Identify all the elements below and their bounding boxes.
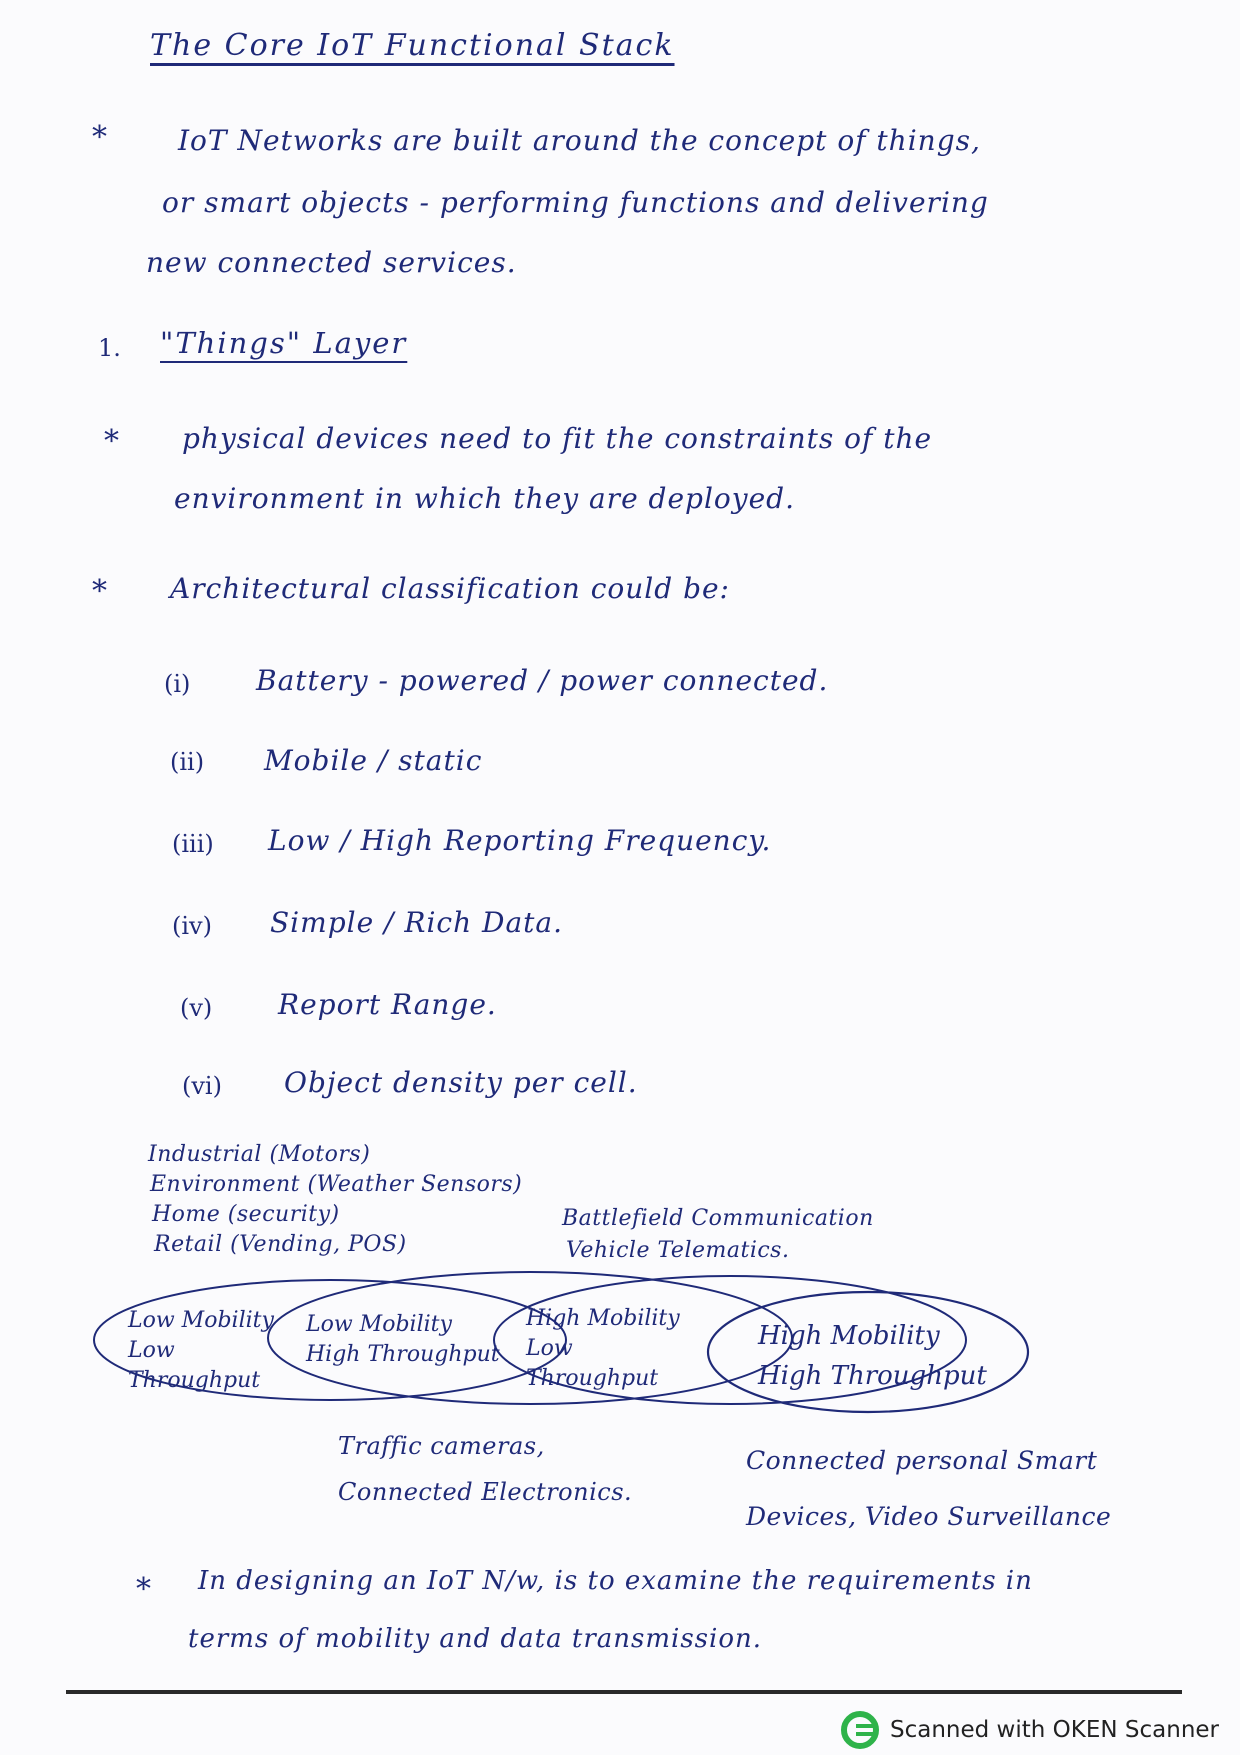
example-surveillance: Devices, Video Surveillance [746,1502,1112,1531]
intro-bullet: * [92,120,107,155]
bullet1-mark: * [104,424,119,459]
intro-line-1: IoT Networks are built around the concept of things, [178,124,981,157]
class-text-1: Battery - powered / power connected. [256,664,829,697]
example-retail: Retail (Vending, POS) [154,1232,407,1257]
class-text-2: Mobile / static [264,744,483,777]
class-text-4: Simple / Rich Data. [270,906,564,939]
conclusion-bullet: * [136,1572,151,1607]
segment-3-mobility: High Mobility [526,1306,680,1331]
example-battlefield: Battlefield Communication [562,1206,874,1231]
bullet2-mark: * [92,574,107,609]
scanner-watermark [840,1710,1219,1750]
class-num-6: (vi) [182,1072,222,1100]
intro-line-2: or smart objects - performing functions and delivering [162,186,989,219]
class-text-3: Low / High Reporting Frequency. [268,824,772,857]
class-num-3: (iii) [172,830,214,858]
segment-3-label [526,1304,706,1394]
segment-2-label [306,1310,506,1370]
class-num-5: (v) [180,994,213,1022]
example-electronics: Connected Electronics. [338,1478,633,1506]
page-bottom-rule [66,1690,1182,1694]
example-smart-devices: Connected personal Smart [746,1446,1098,1475]
example-traffic: Traffic cameras, [338,1432,545,1460]
example-environment: Environment (Weather Sensors) [150,1172,523,1197]
page-title: The Core IoT Functional Stack [150,28,675,63]
segment-2-mobility: Low Mobility [306,1312,452,1337]
segment-4-throughput: High Throughput [758,1361,987,1391]
segment-1-throughput: Low Throughput [128,1338,261,1393]
bullet1-line-1: physical devices need to fit the constraints of the [182,422,933,455]
class-num-1: (i) [164,670,191,698]
class-num-4: (iv) [172,912,212,940]
scanner-text: Scanned with OKEN Scanner [890,1717,1219,1743]
class-text-5: Report Range. [278,988,497,1021]
example-industrial: Industrial (Motors) [148,1142,371,1167]
intro-line-3: new connected services. [146,246,517,279]
conclusion-line-1: In designing an IoT N/w, is to examine the requirements in [198,1566,1033,1596]
section-number: 1. [98,334,121,362]
segment-3-throughput: Low Throughput [526,1336,659,1391]
example-home: Home (security) [152,1202,340,1227]
bullet2-text: Architectural classification could be: [170,572,730,605]
conclusion-line-2: terms of mobility and data transmission. [188,1624,762,1654]
segment-4-mobility: High Mobility [758,1321,940,1351]
segment-2-throughput: High Throughput [306,1342,500,1367]
bullet1-line-2: environment in which they are deployed. [174,482,795,515]
oken-logo-icon [840,1710,880,1750]
example-vehicle: Vehicle Telematics. [566,1238,790,1263]
class-num-2: (ii) [170,748,205,776]
segment-1-label [128,1306,278,1396]
class-text-6: Object density per cell. [284,1066,638,1099]
segment-4-label [758,1316,1008,1396]
segment-1-mobility: Low Mobility [128,1308,274,1333]
section-heading: "Things" Layer [160,326,408,360]
